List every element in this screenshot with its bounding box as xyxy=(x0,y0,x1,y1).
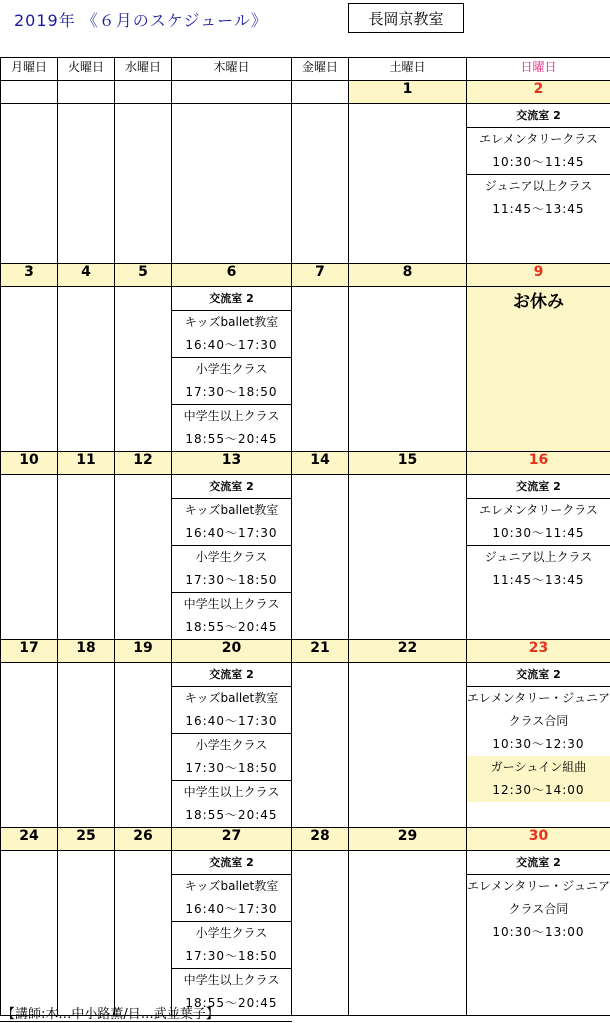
schedule-table xyxy=(0,57,610,1016)
date-cell: 19 xyxy=(115,640,172,663)
class-name: ジュニア以上クラス xyxy=(467,174,610,198)
date-cell: 18 xyxy=(58,640,115,663)
class-name: クラス合同 xyxy=(508,714,569,728)
date-cell: 22 xyxy=(349,640,467,663)
class-time: 18:55〜20:45 xyxy=(185,620,278,634)
class-name: エレメンタリー・ジュニア xyxy=(467,686,610,710)
class-time: 17:30〜18:50 xyxy=(185,385,278,399)
footer-underline xyxy=(0,1021,292,1022)
date-cell xyxy=(1,81,58,104)
schedule-row xyxy=(1,851,610,1016)
date-cell: 25 xyxy=(58,828,115,851)
schedule-cell-thu-6 xyxy=(172,287,292,452)
schedule-row xyxy=(1,104,610,264)
school-name: 長岡京教室 xyxy=(348,3,464,33)
date-cell-sunday: 16 xyxy=(467,452,610,475)
class-time: 16:40〜17:30 xyxy=(185,714,278,728)
schedule-cell-thu-27 xyxy=(172,851,292,1016)
class-name: 小学生クラス xyxy=(172,921,291,945)
date-cell: 10 xyxy=(1,452,58,475)
class-name: キッズballet教室 xyxy=(172,498,291,522)
schedule-cell-sun-30 xyxy=(467,851,610,1016)
class-name-highlight: ガーシュイン組曲 xyxy=(467,756,610,779)
class-name: 小学生クラス xyxy=(172,357,291,381)
schedule-cell-sun-23 xyxy=(467,663,610,828)
schedule-cell-thu-20 xyxy=(172,663,292,828)
date-cell: 8 xyxy=(349,264,467,287)
date-cell: 20 xyxy=(172,640,292,663)
date-cell: 13 xyxy=(172,452,292,475)
date-cell: 26 xyxy=(115,828,172,851)
date-cell: 24 xyxy=(1,828,58,851)
class-name: 小学生クラス xyxy=(172,733,291,757)
weekday-sat: 土曜日 xyxy=(349,58,467,81)
date-cell-sunday: 2 xyxy=(467,81,610,104)
schedule-row xyxy=(1,663,610,828)
class-time: 16:40〜17:30 xyxy=(185,526,278,540)
date-cell: 11 xyxy=(58,452,115,475)
class-time: 17:30〜18:50 xyxy=(185,949,278,963)
schedule-cell-thu-13 xyxy=(172,475,292,640)
weekday-wed: 水曜日 xyxy=(115,58,172,81)
class-name: 小学生クラス xyxy=(172,545,291,569)
date-cell-sunday: 23 xyxy=(467,640,610,663)
class-name: クラス合同 xyxy=(508,902,569,916)
date-cell: 27 xyxy=(172,828,292,851)
class-name: ジュニア以上クラス xyxy=(467,545,610,569)
room-label: 交流室 2 xyxy=(516,668,561,681)
date-cell: 14 xyxy=(292,452,349,475)
schedule-row xyxy=(1,287,610,452)
class-name: 中学生以上クラス xyxy=(172,780,291,804)
class-name: 中学生以上クラス xyxy=(172,968,291,992)
class-time: 18:55〜20:45 xyxy=(185,432,278,446)
room-label: 交流室 2 xyxy=(209,668,254,681)
class-time: 10:30〜12:30 xyxy=(492,737,585,751)
date-cell: 4 xyxy=(58,264,115,287)
class-time: 10:30〜13:00 xyxy=(492,925,585,939)
date-cell-sunday: 30 xyxy=(467,828,610,851)
schedule-cell-sun-2 xyxy=(467,104,610,264)
room-label: 交流室 2 xyxy=(516,856,561,869)
date-cell: 12 xyxy=(115,452,172,475)
instructor-note: 【講師:木…中小路薫/日…武並葉子】 xyxy=(2,1007,219,1022)
room-label: 交流室 2 xyxy=(209,480,254,493)
class-name: キッズballet教室 xyxy=(172,874,291,898)
holiday-cell: お休み xyxy=(467,287,610,452)
weekday-header xyxy=(1,58,610,81)
date-cell: 3 xyxy=(1,264,58,287)
weekday-fri: 金曜日 xyxy=(292,58,349,81)
class-time: 11:45〜13:45 xyxy=(492,573,585,587)
class-time: 10:30〜11:45 xyxy=(492,155,585,169)
class-time-highlight: 12:30〜14:00 xyxy=(467,779,610,802)
date-row xyxy=(1,264,610,287)
date-cell-sunday: 9 xyxy=(467,264,610,287)
class-time: 11:45〜13:45 xyxy=(492,202,585,216)
class-name: キッズballet教室 xyxy=(172,310,291,334)
class-time: 18:55〜20:45 xyxy=(185,808,278,822)
date-cell: 6 xyxy=(172,264,292,287)
date-cell: 21 xyxy=(292,640,349,663)
date-cell: 1 xyxy=(349,81,467,104)
weekday-sun: 日曜日 xyxy=(467,58,610,81)
date-cell xyxy=(58,81,115,104)
class-name: キッズballet教室 xyxy=(172,686,291,710)
date-cell: 17 xyxy=(1,640,58,663)
date-cell xyxy=(115,81,172,104)
class-time: 16:40〜17:30 xyxy=(185,338,278,352)
date-row xyxy=(1,640,610,663)
date-cell: 5 xyxy=(115,264,172,287)
date-row xyxy=(1,81,610,104)
date-row xyxy=(1,828,610,851)
class-name: 中学生以上クラス xyxy=(172,592,291,616)
weekday-thu: 木曜日 xyxy=(172,58,292,81)
schedule-cell-sun-16 xyxy=(467,475,610,640)
date-cell: 29 xyxy=(349,828,467,851)
class-time: 16:40〜17:30 xyxy=(185,902,278,916)
date-cell: 15 xyxy=(349,452,467,475)
class-name: エレメンタリークラス xyxy=(467,127,610,151)
schedule-row xyxy=(1,475,610,640)
room-label: 交流室 2 xyxy=(209,292,254,305)
class-name: エレメンタリー・ジュニア xyxy=(467,874,610,898)
date-cell xyxy=(292,81,349,104)
date-cell: 7 xyxy=(292,264,349,287)
date-cell: 28 xyxy=(292,828,349,851)
date-cell xyxy=(172,81,292,104)
weekday-tue: 火曜日 xyxy=(58,58,115,81)
class-name: 中学生以上クラス xyxy=(172,404,291,428)
class-time: 18:55〜20:45 xyxy=(185,996,278,1010)
date-row xyxy=(1,452,610,475)
class-time: 17:30〜18:50 xyxy=(185,573,278,587)
weekday-mon: 月曜日 xyxy=(1,58,58,81)
room-label: 交流室 2 xyxy=(209,856,254,869)
room-label: 交流室 2 xyxy=(516,480,561,493)
class-time: 17:30〜18:50 xyxy=(185,761,278,775)
room-label: 交流室 2 xyxy=(516,109,561,122)
page-title: 2019年 《６月のスケジュール》 xyxy=(14,11,268,30)
class-time: 10:30〜11:45 xyxy=(492,526,585,540)
class-name: エレメンタリークラス xyxy=(467,498,610,522)
